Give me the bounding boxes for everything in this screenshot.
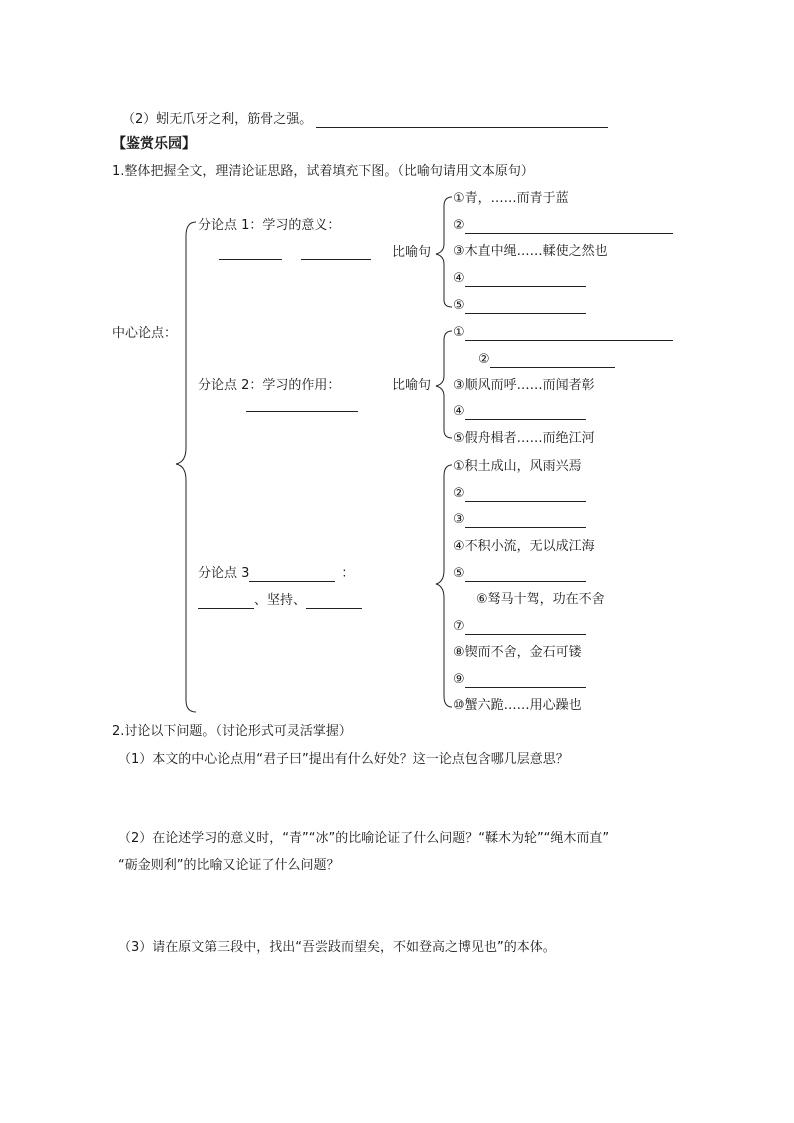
simile-label-2: 比喻句 (392, 378, 432, 393)
answer-blank[interactable] (465, 299, 586, 314)
simile-item (453, 271, 586, 287)
simile-item: ⑩蟹六跪……用心躁也 (453, 698, 582, 713)
simile-item (453, 619, 586, 635)
simile-item (478, 352, 615, 368)
simile-item (453, 404, 586, 420)
discussion-question-2-line2: “砺金则利”的比喻又论证了什么问题？ (118, 858, 340, 873)
simile-item-number: ② (453, 486, 465, 501)
answer-blank[interactable] (465, 567, 586, 582)
sub-point-1-blanks (219, 244, 371, 260)
simile-item-number: ① (453, 325, 465, 340)
simile-item-number: ③ (453, 512, 465, 527)
answer-blank[interactable] (246, 397, 358, 412)
simile-item (453, 566, 586, 582)
simile-label-1: 比喻句 (392, 245, 432, 260)
task-2-instruction: 2.讨论以下问题。（讨论形式可灵活掌握） (112, 724, 352, 739)
simile-item: ⑥驽马十驾，功在不舍 (476, 592, 605, 607)
simile-item-number: ⑨ (453, 672, 465, 687)
answer-blank[interactable] (219, 245, 282, 260)
answer-blank[interactable] (465, 272, 586, 287)
simile-item-number: ④ (453, 404, 465, 419)
discussion-question-3: （3）请在原文第三段中，找出“吾尝跂而望矣，不如登高之博见也”的本体。 (118, 940, 556, 955)
simile-item (453, 512, 586, 528)
simile-item: ①积土成山，风雨兴焉 (453, 459, 582, 474)
simile-item-number: ⑤ (453, 298, 465, 313)
simile-item-number: ⑤ (453, 566, 465, 581)
answer-blank[interactable] (301, 245, 371, 260)
central-argument-label: 中心论点： (112, 326, 178, 341)
answer-blank[interactable] (465, 620, 586, 635)
question-2-label: （2）蚓无爪牙之利，筋骨之强。 (122, 112, 313, 127)
answer-blank[interactable] (490, 353, 615, 368)
answer-blank[interactable] (465, 405, 586, 420)
sub-point-3-label (198, 566, 354, 582)
sub-point-1-label: 分论点 1：学习的意义： (198, 218, 341, 233)
answer-blank[interactable] (465, 219, 673, 234)
discussion-question-2-line1: （2）在论述学习的意义时，“青”“冰”的比喻论证了什么问题？“鞣木为轮”“绳木而直” (118, 831, 610, 846)
answer-blank[interactable] (198, 594, 254, 609)
sub-point-3-middle: 、坚持、 (254, 593, 307, 608)
answer-blank[interactable] (465, 326, 673, 341)
simile-item: ⑧锲而不舍，金石可镂 (453, 645, 582, 660)
simile-item: ①青，……而青于蓝 (453, 191, 569, 206)
simile-item (453, 325, 673, 341)
simile-item-number: ② (453, 218, 465, 233)
simile-item (453, 298, 586, 314)
simile-item (453, 486, 586, 502)
discussion-question-1: （1）本文的中心论点用“君子曰”提出有什么好处？这一论点包含哪几层意思？ (118, 752, 569, 767)
simile-item: ③顺风而呼……而闻者彰 (453, 378, 595, 393)
simile-item-number: ⑦ (453, 619, 465, 634)
sub-point-2-label: 分论点 2：学习的作用： (198, 378, 341, 393)
answer-blank[interactable] (465, 513, 586, 528)
simile-item (453, 218, 673, 234)
simile-item: ③木直中绳……輮使之然也 (453, 244, 608, 259)
sub-point-3-prefix: 分论点 3 (198, 566, 250, 581)
simile-item (453, 672, 586, 688)
simile-item: ⑤假舟楫者……而绝江河 (453, 431, 595, 446)
sub-point-3-line2 (198, 593, 362, 609)
answer-blank[interactable] (306, 594, 362, 609)
sub-point-3-colon: ： (341, 566, 355, 581)
answer-blank[interactable] (465, 673, 586, 688)
answer-blank[interactable] (465, 487, 586, 502)
simile-item-number: ④ (453, 271, 465, 286)
task-1-instruction: 1.整体把握全文，理清论证思路，试着填充下图。（比喻句请用文本原句） (112, 164, 534, 179)
sub-point-2-blank (246, 396, 358, 412)
simile-item-number: ② (478, 352, 490, 367)
answer-blank[interactable] (249, 567, 335, 582)
simile-item: ④不积小流，无以成江海 (453, 539, 595, 554)
section-title: 【鉴赏乐园】 (112, 136, 196, 152)
